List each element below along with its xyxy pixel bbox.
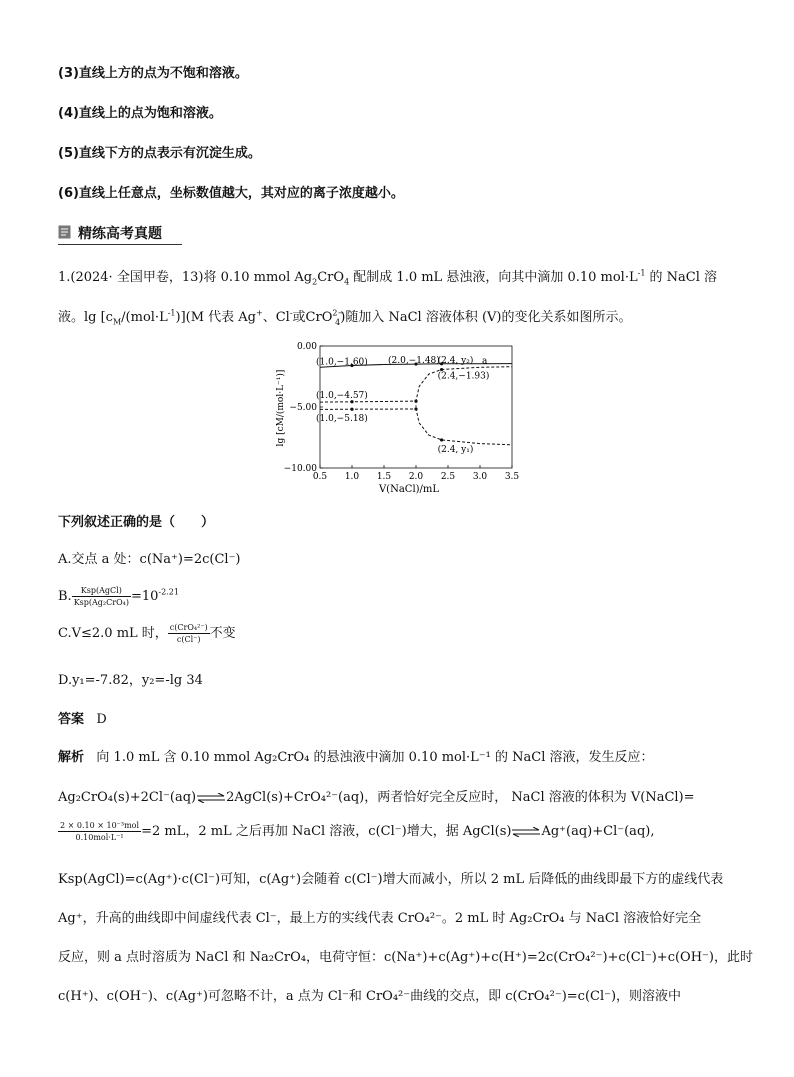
section-heading xyxy=(58,222,182,245)
question-line-1: 1.(2024· 全国甲卷，13)将 0.10 mmol $Ag_2CrO_4$ 配制成 1.0 mL 悬浊液，向其中滴加 0.10 $mol\cdot L^{-1}$ 的 NaCl 溶 xyxy=(58,268,718,287)
y-tick-label: −10.00 xyxy=(283,464,317,474)
analysis-line-7: c(H⁺)、c(OH⁻)、c(Ag⁺)可忽略不计，a 点为 Cl⁻和 CrO₄²⁻曲线的交点，即 c(CrO₄²⁻)=c(Cl⁻)，则溶液中 xyxy=(58,989,682,1004)
option-a: A.交点 a 处：c(Na⁺)=2c(Cl⁻) xyxy=(58,552,241,567)
y-tick-label: 0.00 xyxy=(296,342,317,352)
analysis-line-3: $\frac{\text{2 × 0.10 × 10⁻³mol}}{\text{0.10mol·L⁻¹}}$ =2 mL，2 mL 之后再加 NaCl 溶液，c(Cl⁻)增大，据 AgCl(s) Ag⁺(aq)+Cl⁻(aq), xyxy=(60,821,655,842)
conclusion-3: (3)直线上方的点为不饱和溶液。 xyxy=(58,66,248,81)
point-label: a xyxy=(482,356,488,367)
option-c: C.V≤2.0 mL 时， $\frac{\text{c(CrO₄²⁻)}}{c(Cl^-)}$ 不变 xyxy=(58,623,236,644)
point-label: (2.4, y₁) xyxy=(437,444,474,455)
section-title: 精练高考真题 xyxy=(78,226,162,242)
data-point xyxy=(350,408,353,411)
x-tick-label: 3.0 xyxy=(472,472,488,482)
equilibrium-arrow-icon xyxy=(196,793,226,803)
answer: 答案 D xyxy=(58,712,107,727)
analysis-line-5: Ag⁺，升高的曲线即中间虚线代表 Cl⁻，最上方的实线代表 CrO₄²⁻。2 mL 时 Ag₂CrO₄ 与 NaCl 溶液恰好完全 xyxy=(58,911,702,926)
x-tick-label: 1.5 xyxy=(376,472,392,482)
point-label: (2.4,−1.93) xyxy=(437,371,490,382)
equilibrium-arrow-icon xyxy=(511,827,541,837)
data-point xyxy=(414,400,417,403)
option-d: D.y₁=-7.82，y₂=-lg 34 xyxy=(58,673,203,688)
question-prompt: 下列叙述正确的是（ ） xyxy=(58,515,215,530)
analysis-line-1: 解析 向 1.0 mL 含 0.10 mmol Ag₂CrO₄ 的悬浊液中滴加 0.10 mol·L⁻¹ 的 NaCl 溶液，发生反应： xyxy=(58,750,654,765)
x-tick-label: 0.5 xyxy=(312,472,328,482)
conclusion-5: (5)直线下方的点表示有沉淀生成。 xyxy=(58,146,261,161)
x-tick-label: 2.0 xyxy=(408,472,424,482)
analysis-line-4: Ksp(AgCl)=c(Ag⁺)·c(Cl⁻)可知，c(Ag⁺)会随着 c(Cl⁻)增大而减小，所以 2 mL 后降低的曲线即最下方的虚线代表 xyxy=(58,872,724,887)
data-point xyxy=(440,438,443,441)
x-axis-label: V(NaCl)/mL xyxy=(378,484,440,495)
x-tick-label: 2.5 xyxy=(440,472,456,482)
y-axis-label: lg [cM/(mol·L⁻¹)] xyxy=(276,369,286,447)
data-point xyxy=(414,407,417,410)
conclusion-6: (6)直线上任意点，坐标数值越大，其对应的离子浓度越小。 xyxy=(58,186,404,201)
question-line-2: 液。$\lg [c_M/(mol\cdot L^{-1})](M$ 代表 Ag+、Cl-或CrO$^{2-}_4$)随加入 NaCl 溶液体积 (V)的变化关系如图所示。 xyxy=(58,308,632,327)
option-b: B. $\frac{\text{Ksp(AgCl)}}{\text{Ksp(Ag₂CrO₄)}}$ $=10^{-2.21}$ xyxy=(58,586,179,607)
x-tick-label: 3.5 xyxy=(504,472,520,482)
point-label: (2.0,−1.48) xyxy=(388,356,440,367)
x-tick-label: 1.0 xyxy=(344,472,360,482)
analysis-line-6: 反应，则 a 点时溶质为 NaCl 和 Na₂CrO₄，电荷守恒：c(Na⁺)+c(Ag⁺)+c(H⁺)=2c(CrO₄²⁻)+c(Cl⁻)+c(OH⁻)，此时 xyxy=(58,950,753,965)
point-label: (1.0,−5.18) xyxy=(316,414,368,425)
conclusion-4: (4)直线上的点为饱和溶液。 xyxy=(58,106,222,121)
point-label: (2.4, y₂) xyxy=(437,355,474,366)
analysis-line-2: Ag₂CrO₄(s)+2Cl⁻(aq) 2AgCl(s)+CrO₄²⁻(aq)，两者恰好完全反应时， NaCl 溶液的体积为 V(NaCl)= xyxy=(58,790,695,805)
point-label: (1.0,−1.60) xyxy=(316,357,368,368)
concentration-chart xyxy=(272,338,522,496)
document-icon xyxy=(58,225,71,239)
y-tick-label: −5.00 xyxy=(289,403,317,413)
point-label: (1.0,−4.57) xyxy=(316,390,368,401)
